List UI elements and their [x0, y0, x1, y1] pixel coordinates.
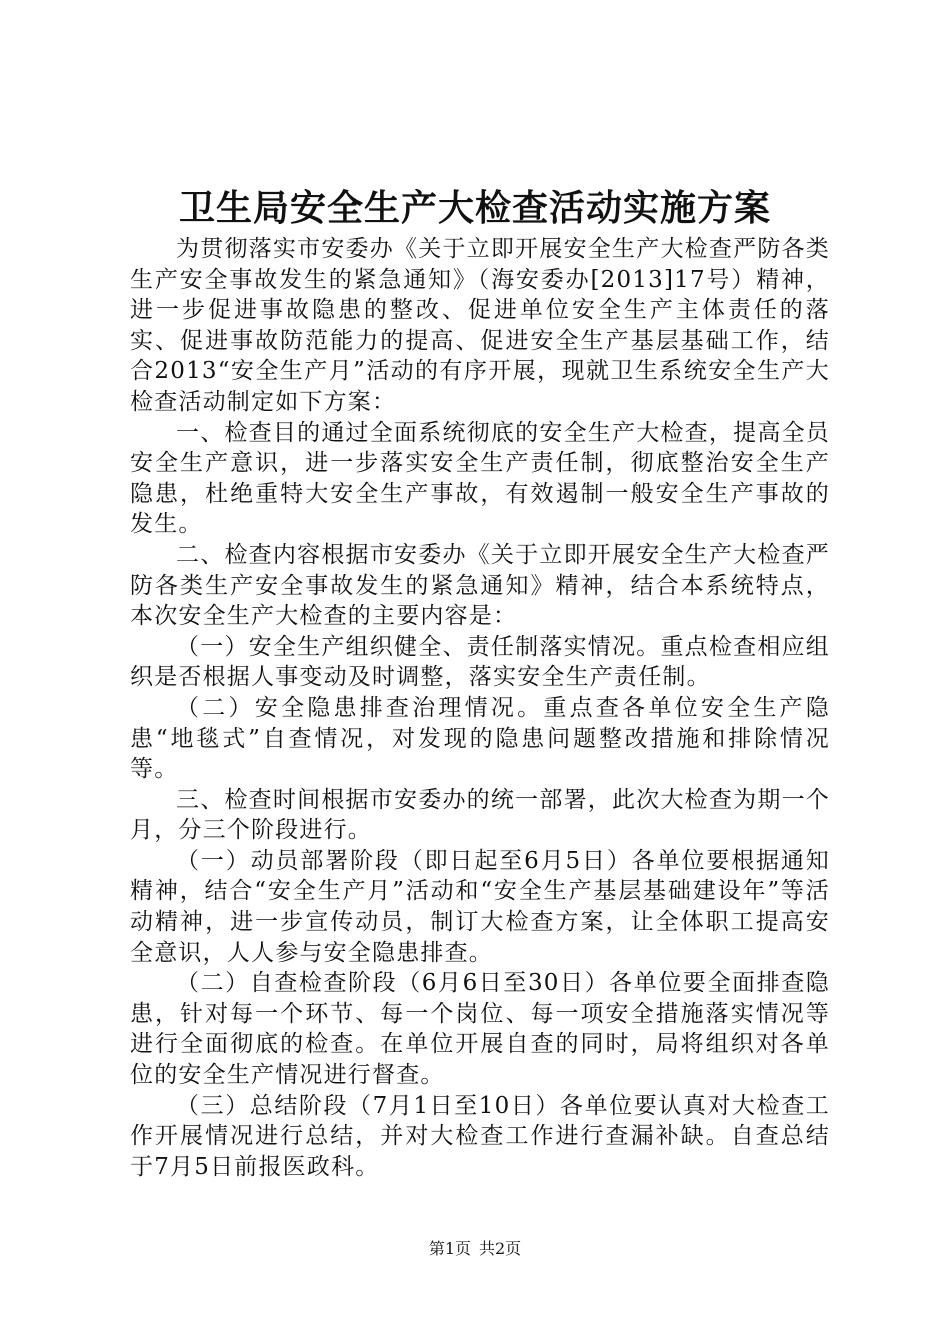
paragraph-section-2-item-2: （二）安全隐患排查治理情况。重点查各单位安全生产隐患“地毯式”自查情况，对发现的隐患问题整改措施和排除情况等。 [130, 694, 830, 783]
paragraph-section-2: 二、检查内容根据市安委办《关于立即开展安全生产大检查严防各类生产安全事故发生的紧急通知》精神，结合本系统特点，本次安全生产大检查的主要内容是： [130, 541, 830, 630]
paragraph-section-2-item-1: （一）安全生产组织健全、责任制落实情况。重点检查相应组织是否根据人事变动及时调整，落实安全生产责任制。 [130, 633, 830, 691]
paragraph-section-1: 一、检查目的通过全面系统彻底的安全生产大检查，提高全员安全生产意识，进一步落实安全生产责任制，彻底整治安全生产隐患，杜绝重特大安全生产事故，有效遏制一般安全生产事故的发生。 [130, 419, 830, 538]
paragraph-section-3-item-1: （一）动员部署阶段（即日起至6月5日）各单位要根据通知精神，结合“安全生产月”活动和“安全生产基层基础建设年”等活动精神，进一步宣传动员，制订大检查方案，让全体职工提高安全意识，人人参与安全隐患排查。 [130, 847, 830, 966]
paragraph-section-3-item-3: （三）总结阶段（7月1日至10日）各单位要认真对大检查工作开展情况进行总结，并对大检查工作进行查漏补缺。自查总结于7月5日前报医政科。 [130, 1092, 830, 1180]
paragraph-intro: 为贯彻落实市安委办《关于立即开展安全生产大检查严防各类生产安全事故发生的紧急通知》（海安委办[2013]17号）精神，进一步促进事故隐患的整改、促进单位安全生产主体责任的落实、促进事故防范能力的提高、促进安全生产基层基础工作，结合2013“安全生产月”活动的有序开展，现就卫生系统安全生产大检查活动制定如下方案： [130, 236, 830, 415]
page-footer [0, 1238, 950, 1260]
page-total: 共2页 [479, 1239, 522, 1258]
page-number: 第1页 [428, 1239, 471, 1258]
paragraph-section-3-item-2: （二）自查检查阶段（6月6日至30日）各单位要全面排查隐患，针对每一个环节、每一个岗位、每一项安全措施落实情况等进行全面彻底的检查。在单位开展自查的同时，局将组织对各单位的安全生产情况进行督查。 [130, 970, 830, 1089]
document-title: 卫生局安全生产大检查活动实施方案 [178, 187, 771, 229]
document-body [130, 234, 830, 1182]
paragraph-section-3: 三、检查时间根据市安委办的统一部署，此次大检查为期一个月，分三个阶段进行。 [130, 786, 830, 844]
